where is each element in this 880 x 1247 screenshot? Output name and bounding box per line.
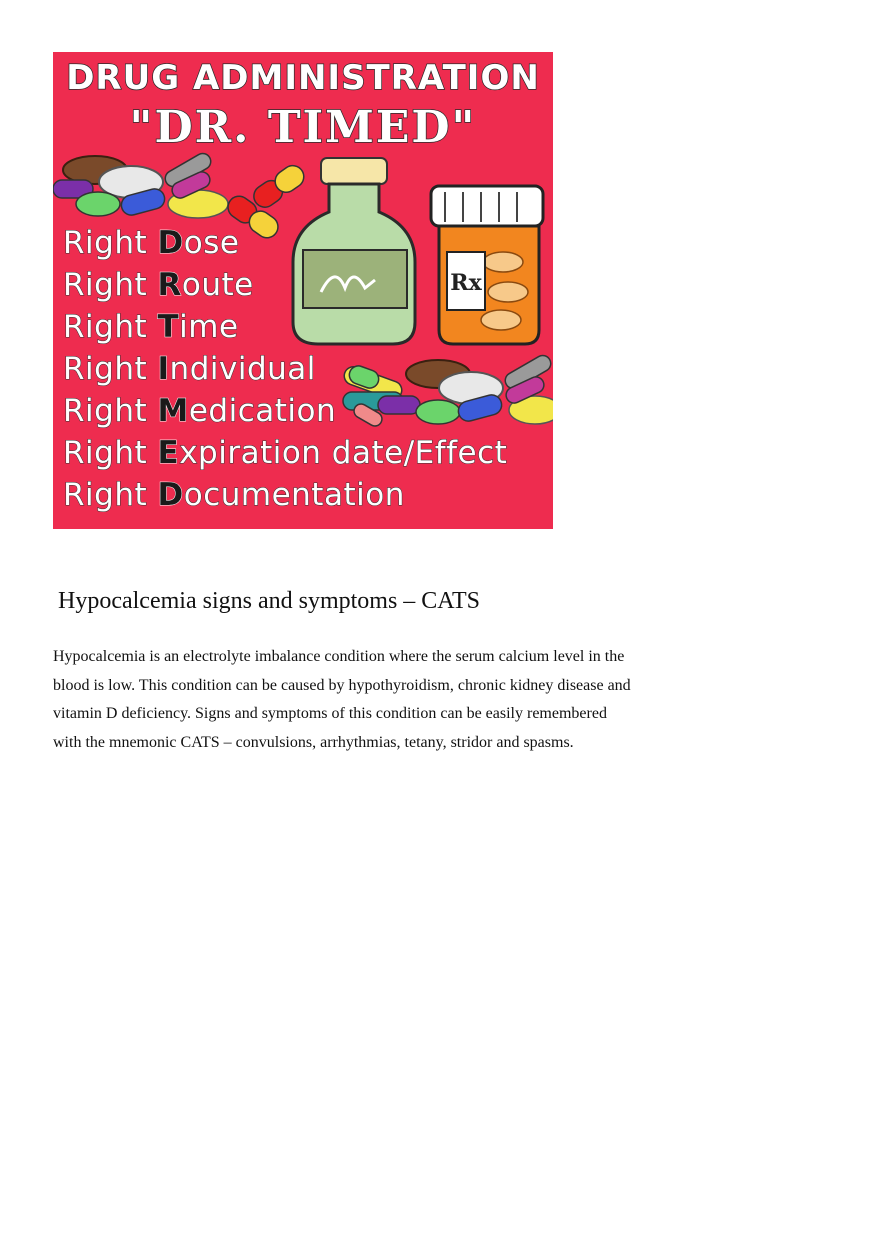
right-rest: oute (181, 267, 254, 303)
right-word: Right (63, 351, 148, 387)
paragraph-line: Hypocalcemia is an electrolyte imbalance condition where the serum calcium level in the (53, 648, 625, 665)
right-rest: ime (179, 309, 239, 345)
paragraph-line: with the mnemonic CATS – convulsions, arrhythmias, tetany, stridor and spasms. (53, 733, 574, 751)
paragraph-line: blood is low. This condition can be caused by hypothyroidism, chronic kidney disease and (53, 676, 631, 694)
right-rest: edication (188, 393, 337, 429)
rights-list (63, 222, 507, 516)
right-initial: I (157, 351, 170, 387)
right-initial: M (157, 393, 189, 429)
right-initial: T (157, 309, 180, 345)
dr-timed-poster (53, 52, 553, 529)
rx-label: Rx (450, 270, 482, 296)
right-dose (63, 222, 507, 264)
right-initial: D (157, 477, 184, 513)
right-documentation (63, 474, 507, 516)
right-initial: R (157, 267, 182, 303)
article-heading: Hypocalcemia signs and symptoms – CATS (58, 588, 480, 614)
poster-title: DRUG ADMINISTRATION (66, 58, 540, 98)
right-rest: ndividual (169, 351, 316, 387)
right-time (63, 306, 507, 348)
right-word: Right (63, 435, 148, 471)
right-individual (63, 348, 507, 390)
right-word: Right (63, 393, 148, 429)
right-word: Right (63, 477, 148, 513)
right-initial: E (157, 435, 180, 471)
right-route (63, 264, 507, 306)
right-word: Right (63, 225, 148, 261)
right-rest: ose (183, 225, 240, 261)
poster-mnemonic: "DR. TIMED" (129, 102, 477, 153)
right-expiration (63, 432, 507, 474)
right-word: Right (63, 267, 148, 303)
right-initial: D (157, 225, 184, 261)
right-medication (63, 390, 507, 432)
article-paragraph (53, 643, 693, 757)
paragraph-line: vitamin D deficiency. Signs and symptoms of this condition can be easily remembered (53, 705, 607, 722)
right-rest: ocumentation (183, 477, 405, 513)
right-rest: xpiration date/Effect (179, 435, 508, 471)
right-word: Right (63, 309, 148, 345)
pills-top-left-icon (53, 151, 228, 218)
